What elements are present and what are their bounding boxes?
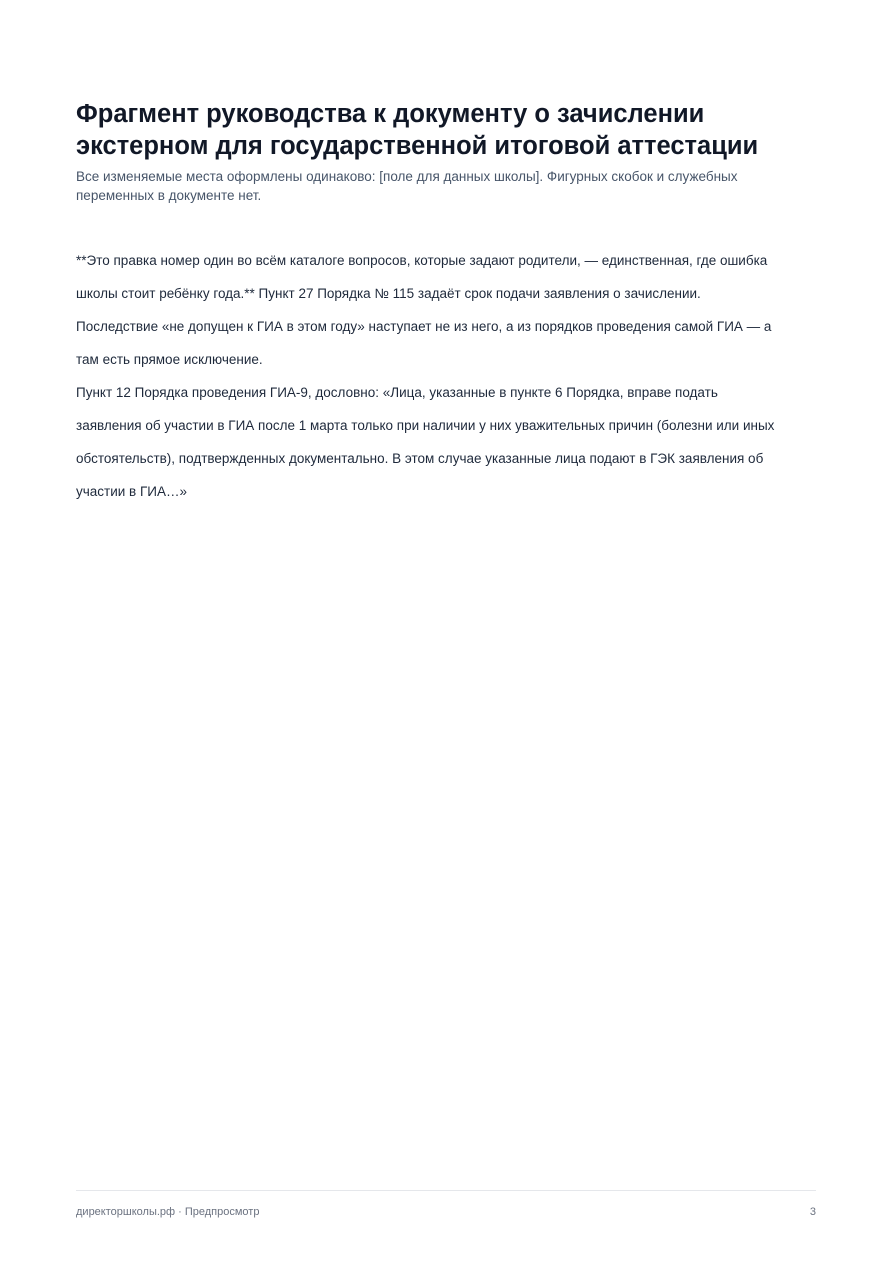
page-subtitle: Все изменяемые места оформлены одинаково: [поле для данных школы]. Фигурных скобок и служебных переменных в документе нет.	[76, 169, 738, 203]
page-footer	[76, 1190, 816, 1218]
body-paragraph-2: Пункт 12 Порядка проведения ГИА-9, дословно: «Лица, указанные в пункте 6 Порядка, вправе подать заявления об участии в ГИА после 1 марта только при наличии у них уважительных причин (болезни или иных обстоятельств), подтвержденных документально. В этом случае указанные лица подают в ГЭК заявления об участии в ГИА…»	[76, 385, 775, 499]
page-title: Фрагмент руководства к документу о зачислении экстерном для государственной итоговой аттестации	[76, 100, 759, 160]
page-number: 3	[809, 1206, 816, 1218]
document-header	[76, 98, 776, 205]
footer-source: директоршколы.рф · Предпросмотр	[76, 1206, 260, 1218]
body-paragraph-1: **Это правка номер один во всём каталоге вопросов, которые задают родители, — единственная, где ошибка школы стоит ребёнку года.** Пункт 27 Порядка № 115 задаёт срок подачи заявления о зачислении. Последствие «не допущен к ГИА в этом году» наступает не из него, а из порядков проведения самой ГИА — а там есть прямое исключение.	[76, 253, 772, 367]
document-body	[76, 244, 776, 508]
